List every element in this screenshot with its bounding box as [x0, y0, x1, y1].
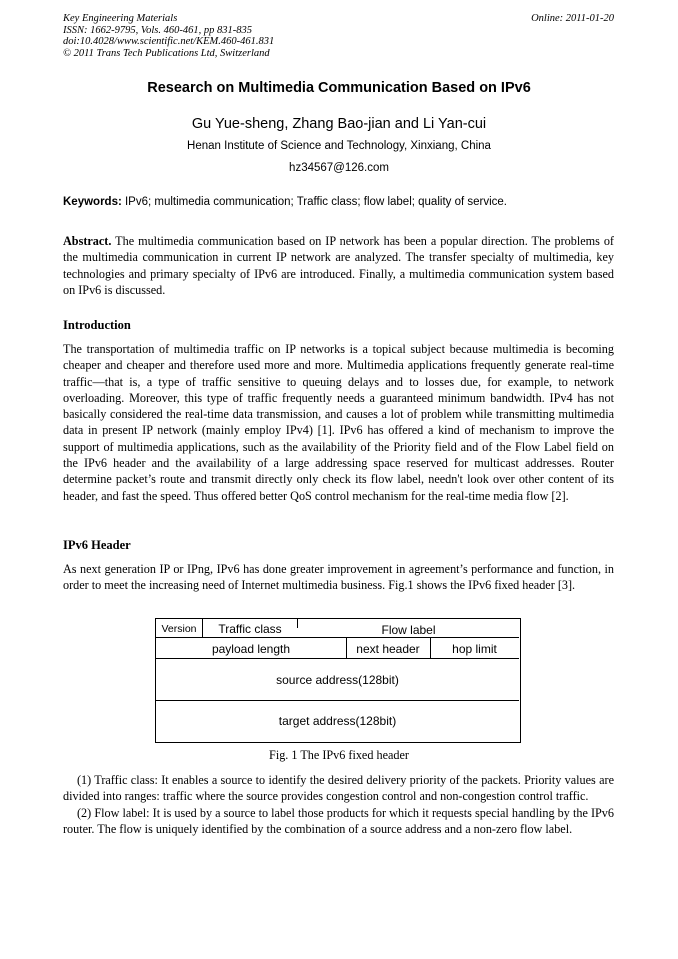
- flow-label-description: (2) Flow label: It is used by a source to label those products for which it requests special handling by the IPv6 router. The flow is uniquely identified by the combination of a source address and a non-zero flow label.: [63, 805, 614, 836]
- journal-doi: doi:10.4028/www.scientific.net/KEM.460-461.831: [63, 36, 275, 47]
- abstract-label: Abstract.: [63, 234, 112, 248]
- field-source-address: source address(128bit): [276, 673, 399, 687]
- diagram-divider: [297, 627, 298, 628]
- journal-info: [63, 13, 274, 59]
- introduction-text: The transportation of multimedia traffic on IP networks is a topical subject because multimedia is becoming cheaper and cheaper and therefore used more and more. Multimedia applications frequently generate real-time traffic—that is, a type of traffic sensitive to queuing delays and to losses due, for example, to network overloading. Moreover, this type of traffic frequently needs a guaranteed minimum bandwidth. IPv4 has not basically considered the real-time data transmission, and causes a lot of problem while transmitting multimedia data in present IP network (mainly employ IPv4) [1]. IPv6 has offered a kind of mechanism to improve the support of multimedia applications, such as the availability of the Priority field and of the Flow Label field on the IPv6 header and the availability of a large addressing space reserved for multicast addresses. Router determine packet’s route and transmit directly only check its flow label, needn't look over other content of its header, and fast the speed. Thus offered better QoS control mechanism for the real-time media flow [2].: [63, 342, 614, 503]
- field-flow-label: Flow label: [381, 623, 436, 637]
- journal-copyright: © 2011 Trans Tech Publications Ltd, Switzerland: [63, 47, 270, 59]
- affiliation: Henan Institute of Science and Technology, Xinxiang, China: [187, 140, 491, 152]
- field-hop-limit: hop limit: [452, 641, 497, 656]
- paper-title: Research on Multimedia Communication Based on IPv6: [147, 80, 531, 96]
- journal-name: Key Engineering Materials: [63, 13, 178, 24]
- author-1: Gu Yue-sheng: [191, 116, 285, 132]
- section-heading-introduction: Introduction: [63, 318, 131, 332]
- author-3: Li Yan-cui: [422, 116, 487, 132]
- ipv6-header-text: As next generation IP or IPng, IPv6 has done greater improvement in agreement’s performance and function, in order to meet the increasing need of Internet multimedia business. Fig.1 shows the IPv6 fixed header [3].: [63, 562, 614, 593]
- author-separator: and: [390, 116, 423, 132]
- field-version: Version: [161, 622, 197, 635]
- traffic-class-description: (1) Traffic class: It enables a source to identify the desired delivery priority of the packets. Priority values are divided into ranges: traffic where the source provides congestion control and non-congestion control traffic.: [63, 773, 614, 804]
- journal-issn: ISSN: 1662-9795, Vols. 460-461, pp 831-835: [63, 24, 252, 36]
- field-descriptions: [63, 772, 614, 837]
- section-heading-ipv6-header: IPv6 Header: [63, 538, 131, 552]
- field-traffic-class: Traffic class: [218, 621, 282, 636]
- ipv6-header-diagram: [155, 618, 521, 743]
- diagram-divider: [202, 619, 203, 638]
- keywords-label: Keywords:: [63, 196, 122, 208]
- online-date: Online: 2011-01-20: [531, 13, 614, 24]
- introduction-paragraph: [63, 341, 614, 504]
- field-target-address: target address(128bit): [278, 714, 397, 728]
- ipv6-header-paragraph: [63, 561, 614, 594]
- author-email: hz34567@126.com: [289, 162, 389, 174]
- keywords-text: IPv6; multimedia communication; Traffic class; flow label; quality of service.: [121, 196, 507, 208]
- author-list: [0, 116, 678, 132]
- diagram-divider: [156, 700, 519, 701]
- diagram-divider: [202, 637, 519, 638]
- diagram-divider: [156, 658, 519, 659]
- field-payload-length: payload length: [211, 641, 291, 656]
- diagram-divider: [430, 638, 431, 659]
- abstract: [63, 233, 614, 298]
- figure-caption: Fig. 1 The IPv6 fixed header: [269, 748, 409, 762]
- keywords: [63, 196, 615, 208]
- author-2: Zhang Bao-jian: [292, 116, 391, 132]
- diagram-divider: [156, 637, 202, 638]
- abstract-text: The multimedia communication based on IP network has been a popular direction. The problems of the multimedia communication in current IP network are analyzed. The transfer specialty of multimedia, key technologies and primary specialty of IPv6 are introduced. Finally, a multimedia communication system based on IPv6 is discussed.: [63, 234, 614, 297]
- field-next-header: next header: [356, 641, 420, 656]
- diagram-divider: [346, 638, 347, 659]
- author-separator: ,: [284, 116, 293, 132]
